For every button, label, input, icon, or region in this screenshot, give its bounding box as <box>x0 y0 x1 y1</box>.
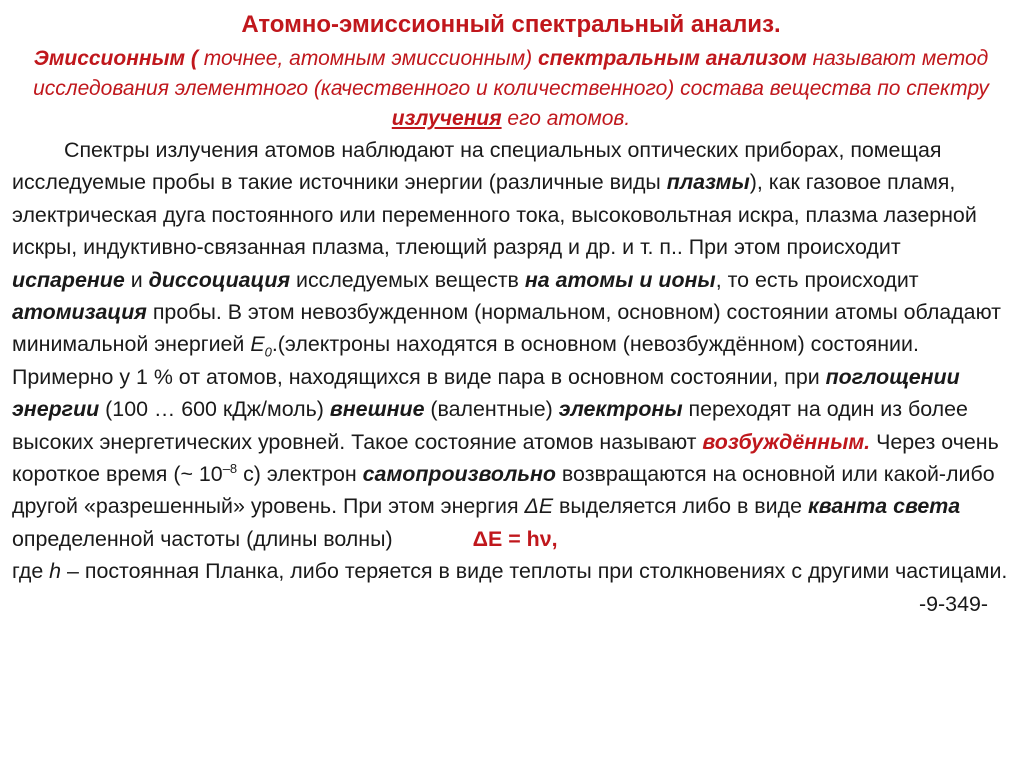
term-atoms-ions: на атомы и ионы <box>524 267 716 292</box>
definition-term: Эмиссионным ( <box>33 47 198 70</box>
text: – постоянная Планка, либо теряется в виде теплоты при столкновениях с другими частицами. <box>61 559 1008 584</box>
text: (валентные) <box>424 397 559 422</box>
text: Примерно у 1 % от атомов, находящихся в виде пара в основном состоянии, при <box>12 364 826 389</box>
exponent: –8 <box>222 460 238 476</box>
text: возвращаются на основной или какой-либо другой «разрешенный» уровень. При этом энергия <box>12 462 995 519</box>
text: , то есть происходит <box>715 267 919 292</box>
paragraph-1 <box>12 134 1010 361</box>
symbol-h: h <box>49 559 62 584</box>
term-excited: возбуждённым. <box>702 429 871 454</box>
text: (100 … 600 кДж/моль) <box>99 397 330 422</box>
term-light-quantum: кванта света <box>807 494 961 519</box>
term-evaporation: испарение <box>12 267 125 292</box>
term-electrons: электроны <box>558 397 683 422</box>
symbol-e-subscript: 0 <box>264 344 272 360</box>
term-outer: внешние <box>329 397 425 422</box>
symbol-e: E <box>250 332 265 357</box>
text: переходят на один из более высоких энергетических уровней. Такое состояние атомов называют <box>12 397 968 454</box>
text: Через очень короткое время (~ 10 <box>12 429 999 487</box>
definition-text-3: его атомов. <box>501 107 631 130</box>
text: определенной частоты (длины волны) <box>12 526 393 551</box>
definition-paragraph <box>12 44 1010 134</box>
term-energy-absorption: поглощении энергии <box>12 364 960 422</box>
paragraph-3 <box>12 555 1010 616</box>
term-spontaneously: самопроизвольно <box>362 462 556 487</box>
page-number: -9-349- <box>919 591 988 616</box>
text: где <box>12 559 50 584</box>
symbol-delta-e: ΔE <box>524 494 554 519</box>
body-text <box>12 134 1010 616</box>
text: пробы. В этом невозбужденном (нормальном, основном) состоянии атомы обладают минимальной энергией <box>12 300 1001 357</box>
definition-text-2: называют метод исследования элементного (качественного и количественного) состава вещества по спектру <box>33 47 989 100</box>
term-atomization: атомизация <box>12 300 147 325</box>
paragraph-2 <box>12 361 1010 555</box>
text: выделяется либо в виде <box>553 494 808 519</box>
definition-text: точнее, атомным эмиссионным) <box>197 47 538 70</box>
text: .(электроны находятся в основном (невозбуждённом) состоянии. <box>271 332 919 357</box>
term-dissociation: диссоциация <box>148 267 291 292</box>
definition-term-2: спектральным анализом <box>537 47 807 70</box>
text: с) электрон <box>237 462 363 487</box>
formula: ΔE = hν, <box>472 526 558 551</box>
text: Спектры излучения атомов наблюдают на специальных оптических приборах, помещая исследуемые пробы в такие источники энергии (различные виды <box>12 138 942 195</box>
text: и <box>124 267 149 292</box>
slide-title: Атомно-эмиссионный спектральный анализ. <box>241 11 781 38</box>
definition-emphasis: излучения <box>391 107 502 130</box>
text: исследуемых веществ <box>290 267 525 292</box>
term-plasma: плазмы <box>666 170 750 195</box>
text: ), как газовое пламя, электрическая дуга постоянного или переменного тока, высоковольтная искра, плазма лазерной искры, индуктивно-связанная плазма, тлеющий разряд и др. и т. п.. При этом происходит <box>12 170 977 260</box>
